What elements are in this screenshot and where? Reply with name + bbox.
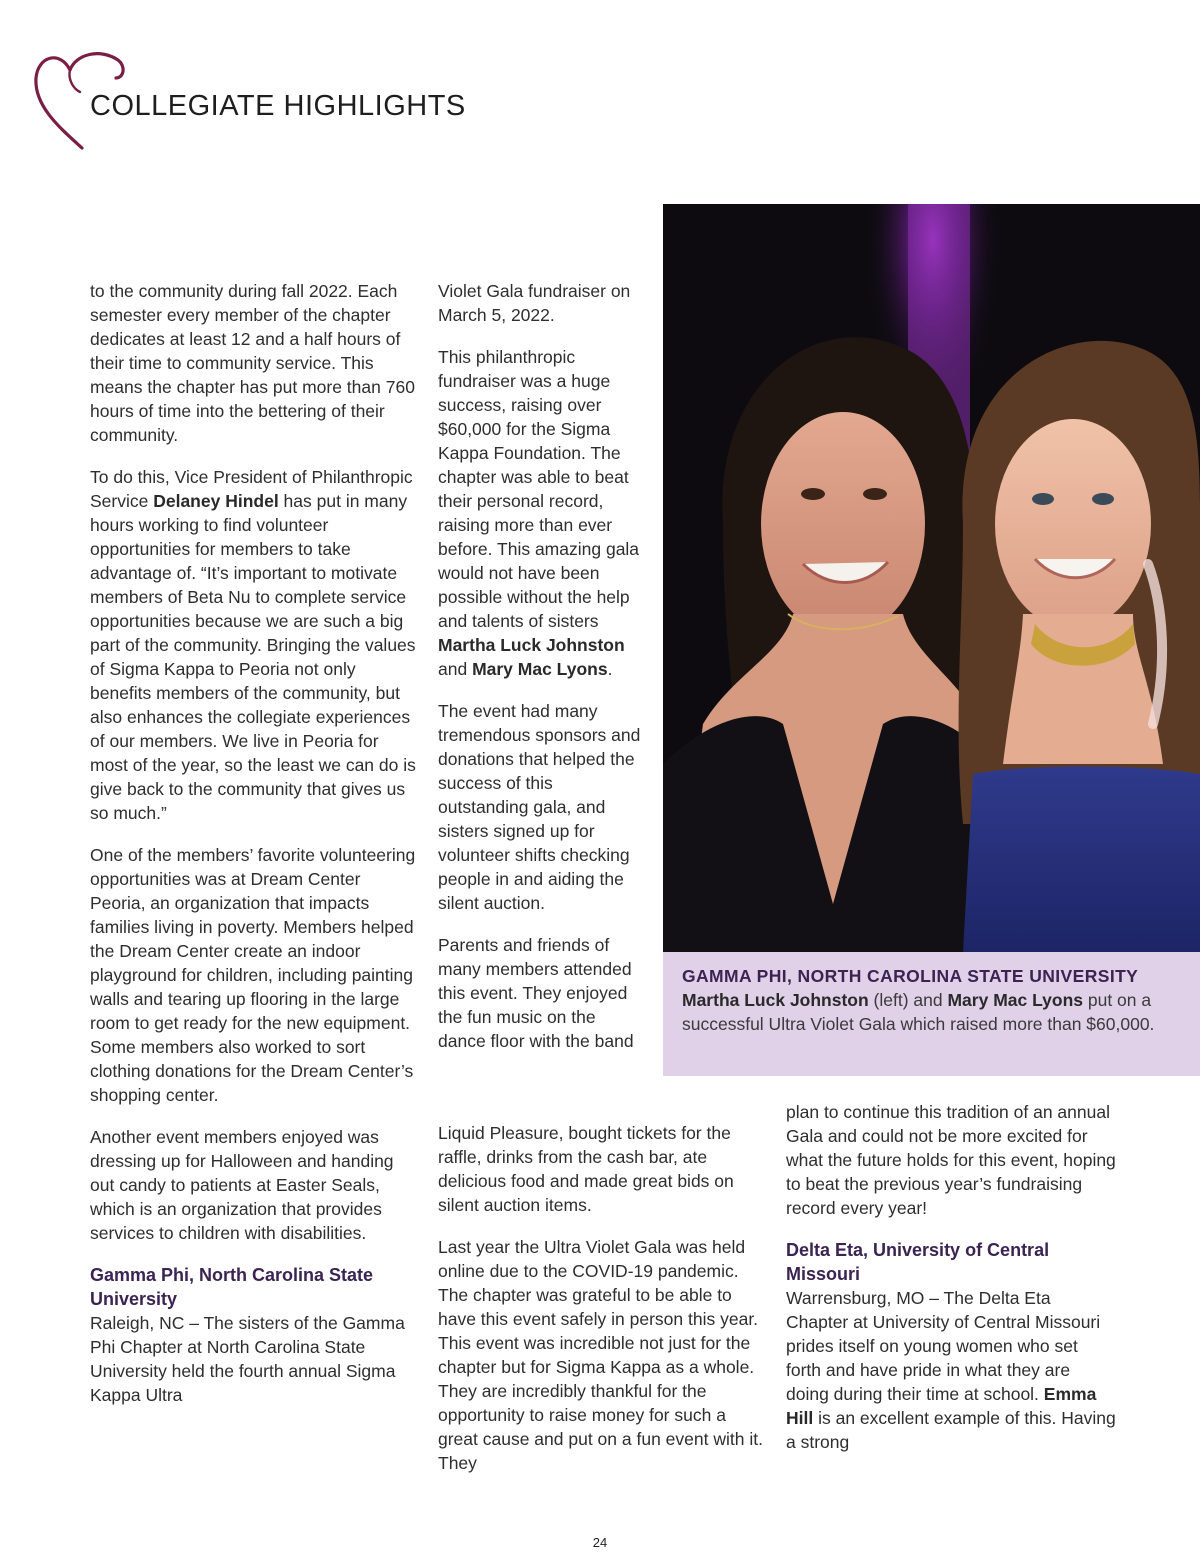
text: To do this, Vice President of Philanthropic Service: [90, 467, 413, 511]
paragraph: [90, 465, 416, 825]
paragraph: Violet Gala fundraiser on March 5, 2022.: [438, 281, 631, 325]
photo-illustration: [663, 204, 1200, 952]
paragraph: plan to continue this tradition of an annual Gala and could not be more excited for what the future holds for this event, hoping to beat the previous year’s fundraising record every year!: [786, 1102, 1116, 1218]
member-name: Martha Luck Johnston: [438, 635, 625, 655]
paragraph: Parents and friends of many members attended this event. They enjoyed the fun music on the dance floor with the band: [438, 935, 634, 1051]
paragraph: Another event members enjoyed was dressing up for Halloween and handing out candy to patients at Easter Seals, which is an organization that provides services to children with disabilities.: [90, 1127, 394, 1243]
member-name: Delaney Hindel: [153, 491, 279, 511]
text: is an excellent example of this. Having a strong: [786, 1408, 1116, 1452]
text: and: [438, 659, 473, 679]
article-column-2-continued: [438, 1121, 768, 1493]
paragraph: to the community during fall 2022. Each semester every member of the chapter dedicates at least 12 and a half hours of their time to community service. This means the chapter has put more than 760 hours of time into the bettering of their community.: [90, 281, 415, 445]
chapter-heading: Delta Eta, University of Central Missouri: [786, 1240, 1050, 1284]
text: .: [607, 659, 613, 679]
photo-caption: [663, 952, 1200, 1076]
text: This philanthropic fundraiser was a huge success, raising over $60,000 for the Sigma Kappa Foundation. The chapter was able to beat their personal record, raising more than ever before. This amazing gala would not have been possible without the help and talents of sisters: [438, 347, 640, 631]
paragraph: Last year the Ultra Violet Gala was held online due to the COVID-19 pandemic. The chapter was grateful to be able to have this event safely in person this year. This event was incredible not just for the chapter but for Sigma Kappa as a whole. They are incredibly thankful for the opportunity to raise money for such a great cause and put on a fun event with it. They: [438, 1237, 763, 1473]
article-column-1: [90, 279, 416, 1425]
text: has put in many hours working to find volunteer opportunities for members to take advantage of. “It’s important to motivate members of Beta Nu to complete service opportunities because we are such a big part of the community. Bringing the values of Sigma Kappa to Peoria not only benefits members of the community, but also enhances the collegiate experiences of our members. We live in Peoria for most of the year, so the least we can do is give back to the community that gives us so much.”: [90, 491, 416, 823]
paragraph: [438, 345, 643, 681]
article-column-2: [438, 279, 643, 1053]
section-title: COLLEGIATE HIGHLIGHTS: [90, 90, 466, 122]
chapter-heading: Gamma Phi, North Carolina State University: [90, 1265, 374, 1309]
text: Warrensburg, MO – The Delta Eta Chapter at University of Central Missouri prides itself on young women who set forth and have pride in what they are doing during their time at school.: [786, 1288, 1101, 1404]
text: put on a successful Ultra Violet Gala which raised more than $60,000.: [682, 990, 1155, 1034]
article-column-3: [786, 1100, 1116, 1472]
text: (left) and: [868, 990, 948, 1010]
caption-text: [682, 988, 1186, 1036]
paragraph: Liquid Pleasure, bought tickets for the raffle, drinks from the cash bar, ate delicious food and made great bids on silent auction items.: [438, 1123, 734, 1215]
member-name: Martha Luck Johnston: [682, 990, 869, 1010]
caption-title: GAMMA PHI, NORTH CAROLINA STATE UNIVERSITY: [682, 966, 1139, 986]
paragraph: [786, 1286, 1116, 1454]
paragraph: One of the members’ favorite volunteering opportunities was at Dream Center Peoria, an organization that impacts families living in poverty. Members helped the Dream Center create an indoor playground for children, including painting walls and tearing up flooring in the large room to get ready for the new equipment. Some members also worked to sort clothing donations for the Dream Center’s shopping center.: [90, 845, 416, 1105]
member-name: Mary Mac Lyons: [472, 659, 608, 679]
gala-photo: [663, 204, 1200, 952]
paragraph: The event had many tremendous sponsors and donations that helped the success of this outstanding gala, and sisters signed up for volunteer shifts checking people in and aiding the silent auction.: [438, 701, 641, 913]
paragraph: Raleigh, NC – The sisters of the Gamma Phi Chapter at North Carolina State University held the fourth annual Sigma Kappa Ultra: [90, 1313, 405, 1405]
page-number: 24: [592, 1535, 608, 1550]
member-name: Emma Hill: [786, 1384, 1097, 1428]
member-name: Mary Mac Lyons: [947, 990, 1083, 1010]
